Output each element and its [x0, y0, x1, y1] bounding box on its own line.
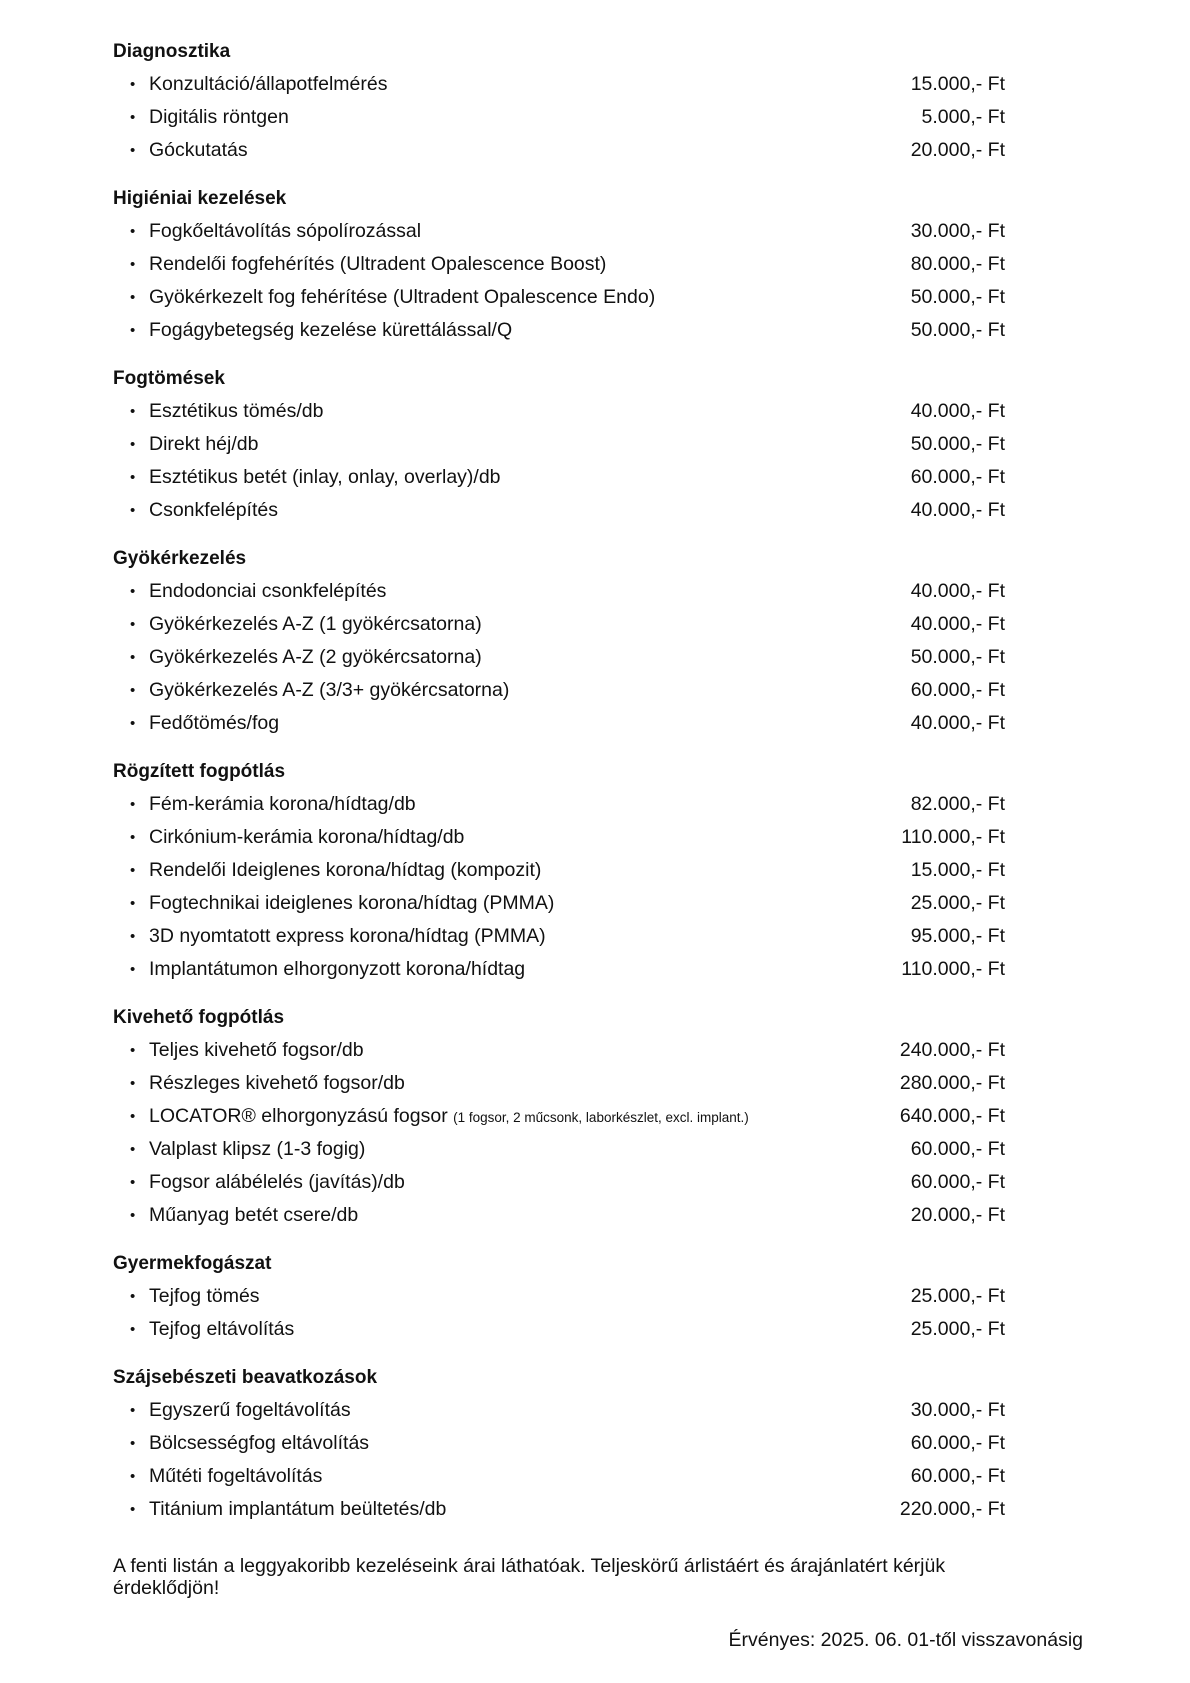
item-price: 30.000,- Ft: [910, 1399, 1005, 1421]
bullet-icon: •: [130, 961, 136, 978]
price-section: [113, 1366, 1005, 1526]
item-price: 110.000,- Ft: [901, 826, 1005, 848]
price-item: [113, 1133, 1005, 1166]
item-label: Fogsor alábélelés (javítás)/db: [149, 1171, 405, 1193]
price-list-items: [113, 575, 1005, 740]
bullet-icon: •: [130, 682, 136, 699]
item-label-row: [149, 134, 248, 167]
validity-date: Érvényes: 2025. 06. 01-től visszavonásig: [728, 1629, 1083, 1651]
price-item: [113, 395, 1005, 428]
bullet-icon: •: [130, 322, 136, 339]
price-item: [113, 1280, 1005, 1313]
item-label: Gyökérkezelés A-Z (1 gyökércsatorna): [149, 613, 482, 635]
bullet-icon: •: [130, 289, 136, 306]
item-price: 60.000,- Ft: [910, 1138, 1005, 1160]
bullet-icon: •: [130, 1402, 136, 1419]
item-price: 20.000,- Ft: [910, 1204, 1005, 1226]
item-price: 95.000,- Ft: [910, 925, 1005, 947]
bullet-icon: •: [130, 256, 136, 273]
price-item: [113, 428, 1005, 461]
item-price: 20.000,- Ft: [910, 139, 1005, 161]
price-item: [113, 887, 1005, 920]
bullet-icon: •: [130, 223, 136, 240]
bullet-icon: •: [130, 1501, 136, 1518]
item-price: 640.000,- Ft: [899, 1105, 1005, 1127]
item-label: LOCATOR® elhorgonyzású fogsor: [149, 1105, 448, 1127]
price-item: [113, 854, 1005, 887]
section-title: Gyökérkezelés: [113, 548, 247, 569]
price-list-items: [113, 788, 1005, 986]
item-label-row: [149, 428, 258, 461]
item-price: 80.000,- Ft: [910, 253, 1005, 275]
item-label: Részleges kivehető fogsor/db: [149, 1072, 405, 1094]
item-price: 15.000,- Ft: [910, 73, 1005, 95]
item-label: Műanyag betét csere/db: [149, 1204, 359, 1226]
item-label-row: [149, 248, 606, 281]
price-item: [113, 281, 1005, 314]
bullet-icon: •: [130, 1207, 136, 1224]
section-title: Kivehető fogpótlás: [113, 1007, 285, 1028]
item-note: (1 fogsor, 2 műcsonk, laborkészlet, excl. implant.): [453, 1110, 749, 1125]
item-label-row: [149, 281, 655, 314]
bullet-icon: •: [130, 1288, 136, 1305]
price-item: [113, 461, 1005, 494]
price-list-items: [113, 68, 1005, 167]
bullet-icon: •: [130, 1108, 136, 1125]
item-label-row: [149, 101, 289, 134]
item-label-row: [149, 395, 324, 428]
bullet-icon: •: [130, 649, 136, 666]
item-label-row: [149, 494, 278, 527]
item-label-row: [149, 575, 386, 608]
price-section: [113, 40, 1005, 167]
bullet-icon: •: [130, 1435, 136, 1452]
item-label: Egyszerű fogeltávolítás: [149, 1399, 351, 1421]
price-item: [113, 314, 1005, 347]
section-title: Higiéniai kezelések: [113, 188, 287, 209]
item-label-row: [149, 887, 554, 920]
item-label-row: [149, 461, 501, 494]
price-section: [113, 187, 1005, 347]
item-label: Esztétikus betét (inlay, onlay, overlay)/db: [149, 466, 501, 488]
item-price: 82.000,- Ft: [910, 793, 1005, 815]
bullet-icon: •: [130, 1174, 136, 1191]
price-item: [113, 1034, 1005, 1067]
section-title: Diagnosztika: [113, 41, 231, 62]
footer-note: A fenti listán a leggyakoribb kezeléseink árai láthatóak. Teljeskörű árlistáért és árajánlatért kérjük érdeklődjön!: [113, 1555, 946, 1599]
item-price: 25.000,- Ft: [910, 1318, 1005, 1340]
item-label: Fogkőeltávolítás sópolírozással: [149, 220, 422, 242]
item-price: 40.000,- Ft: [910, 712, 1005, 734]
item-label-row: [149, 1034, 364, 1067]
item-price: 25.000,- Ft: [910, 892, 1005, 914]
item-price: 60.000,- Ft: [910, 466, 1005, 488]
item-label-row: [149, 707, 279, 740]
item-label-row: [149, 1493, 446, 1526]
item-label: Csonkfelépítés: [149, 499, 278, 521]
bullet-icon: •: [130, 829, 136, 846]
item-label: Titánium implantátum beültetés/db: [149, 1498, 447, 1520]
price-item: [113, 1394, 1005, 1427]
price-list-items: [113, 215, 1005, 347]
item-price: 60.000,- Ft: [910, 679, 1005, 701]
price-item: [113, 821, 1005, 854]
item-label: Bölcsességfog eltávolítás: [149, 1432, 370, 1454]
price-list-items: [113, 395, 1005, 527]
bullet-icon: •: [130, 109, 136, 126]
item-price: 60.000,- Ft: [910, 1432, 1005, 1454]
price-item: [113, 788, 1005, 821]
price-list-items: [113, 1280, 1005, 1346]
bullet-icon: •: [130, 1042, 136, 1059]
item-label: 3D nyomtatott express korona/hídtag (PMMA): [149, 925, 546, 947]
bullet-icon: •: [130, 616, 136, 633]
section-title: Fogtömések: [113, 368, 225, 389]
price-item: [113, 1427, 1005, 1460]
item-price: 50.000,- Ft: [910, 319, 1005, 341]
item-label-row: [149, 68, 387, 101]
item-label-row: [149, 854, 541, 887]
item-label-row: [149, 1199, 358, 1232]
item-price: 220.000,- Ft: [899, 1498, 1005, 1520]
item-price: 5.000,- Ft: [921, 106, 1005, 128]
item-label-row: [149, 920, 546, 953]
item-label: Gyökérkezelés A-Z (3/3+ gyökércsatorna): [149, 679, 510, 701]
item-label: Fogágybetegség kezelése kürettálással/Q: [149, 319, 513, 341]
section-title: Gyermekfogászat: [113, 1253, 272, 1274]
item-label: Digitális röntgen: [149, 106, 289, 128]
bullet-icon: •: [130, 1075, 136, 1092]
bullet-icon: •: [130, 796, 136, 813]
item-price: 40.000,- Ft: [910, 499, 1005, 521]
item-label-row: [149, 1280, 260, 1313]
price-item: [113, 68, 1005, 101]
item-label: Gyökérkezelés A-Z (2 gyökércsatorna): [149, 646, 482, 668]
item-label-row: [149, 1394, 351, 1427]
bullet-icon: •: [130, 142, 136, 159]
item-label: Implantátumon elhorgonyzott korona/hídtag: [149, 958, 526, 980]
item-price: 60.000,- Ft: [910, 1465, 1005, 1487]
section-title: Rögzített fogpótlás: [113, 761, 286, 782]
item-price: 60.000,- Ft: [910, 1171, 1005, 1193]
item-price: 110.000,- Ft: [901, 958, 1005, 980]
item-label-row: [149, 1133, 365, 1166]
price-item: [113, 1313, 1005, 1346]
price-list: [113, 40, 1005, 1526]
bullet-icon: •: [130, 502, 136, 519]
price-item: [113, 1460, 1005, 1493]
item-label-row: [149, 641, 482, 674]
item-price: 50.000,- Ft: [910, 646, 1005, 668]
price-section: [113, 547, 1005, 740]
item-label-row: [149, 215, 421, 248]
price-item: [113, 248, 1005, 281]
item-label-row: [149, 1460, 322, 1493]
item-price: 40.000,- Ft: [910, 613, 1005, 635]
item-label: Teljes kivehető fogsor/db: [149, 1039, 364, 1061]
section-title: Szájsebészeti beavatkozások: [113, 1367, 378, 1388]
item-label: Gyökérkezelt fog fehérítése (Ultradent Opalescence Endo): [149, 286, 656, 308]
item-price: 40.000,- Ft: [910, 580, 1005, 602]
price-item: [113, 494, 1005, 527]
price-item: [113, 1100, 1005, 1133]
price-item: [113, 101, 1005, 134]
item-label: Esztétikus tömés/db: [149, 400, 324, 422]
bullet-icon: •: [130, 583, 136, 600]
item-label: Fogtechnikai ideiglenes korona/hídtag (PMMA): [149, 892, 555, 914]
price-section: [113, 760, 1005, 986]
price-section: [113, 1252, 1005, 1346]
price-item: [113, 1166, 1005, 1199]
item-label: Fém-kerámia korona/hídtag/db: [149, 793, 416, 815]
price-list-items: [113, 1394, 1005, 1526]
item-price: 50.000,- Ft: [910, 286, 1005, 308]
item-price: 280.000,- Ft: [899, 1072, 1005, 1094]
item-label: Góckutatás: [149, 139, 248, 161]
item-label: Tejfog eltávolítás: [149, 1318, 295, 1340]
bullet-icon: •: [130, 715, 136, 732]
item-price: 50.000,- Ft: [910, 433, 1005, 455]
item-label: Valplast klipsz (1-3 fogig): [149, 1138, 366, 1160]
price-item: [113, 707, 1005, 740]
price-item: [113, 1493, 1005, 1526]
bullet-icon: •: [130, 928, 136, 945]
item-label-row: [149, 1166, 405, 1199]
item-label: Műtéti fogeltávolítás: [149, 1465, 323, 1487]
bullet-icon: •: [130, 1141, 136, 1158]
item-label-row: [149, 821, 464, 854]
price-item: [113, 1199, 1005, 1232]
item-price: 40.000,- Ft: [910, 400, 1005, 422]
item-label: Tejfog tömés: [149, 1285, 260, 1307]
item-label-row: [149, 1100, 749, 1134]
item-label: Konzultáció/állapotfelmérés: [149, 73, 388, 95]
item-label: Fedőtömés/fog: [149, 712, 280, 734]
bullet-icon: •: [130, 895, 136, 912]
price-item: [113, 608, 1005, 641]
price-item: [113, 1067, 1005, 1100]
item-price: 30.000,- Ft: [910, 220, 1005, 242]
item-label: Endodonciai csonkfelépítés: [149, 580, 387, 602]
price-item: [113, 641, 1005, 674]
item-label: Rendelői Ideiglenes korona/hídtag (kompozit): [149, 859, 542, 881]
price-item: [113, 674, 1005, 707]
item-price: 240.000,- Ft: [899, 1039, 1005, 1061]
price-section: [113, 1006, 1005, 1232]
price-item: [113, 215, 1005, 248]
item-label-row: [149, 1067, 405, 1100]
price-item: [113, 575, 1005, 608]
item-price: 15.000,- Ft: [910, 859, 1005, 881]
bullet-icon: •: [130, 1468, 136, 1485]
item-label-row: [149, 1427, 369, 1460]
bullet-icon: •: [130, 862, 136, 879]
item-label-row: [149, 608, 482, 641]
price-list-items: [113, 1034, 1005, 1232]
item-label: Direkt héj/db: [149, 433, 259, 455]
item-label: Cirkónium-kerámia korona/hídtag/db: [149, 826, 465, 848]
price-item: [113, 920, 1005, 953]
bullet-icon: •: [130, 403, 136, 420]
item-label-row: [149, 674, 509, 707]
bullet-icon: •: [130, 1321, 136, 1338]
item-price: 25.000,- Ft: [910, 1285, 1005, 1307]
item-label-row: [149, 788, 416, 821]
item-label: Rendelői fogfehérítés (Ultradent Opalescence Boost): [149, 253, 607, 275]
bullet-icon: •: [130, 76, 136, 93]
item-label-row: [149, 314, 512, 347]
item-label-row: [149, 1313, 294, 1346]
price-item: [113, 134, 1005, 167]
price-section: [113, 367, 1005, 527]
bullet-icon: •: [130, 436, 136, 453]
bullet-icon: •: [130, 469, 136, 486]
item-label-row: [149, 953, 525, 986]
price-item: [113, 953, 1005, 986]
